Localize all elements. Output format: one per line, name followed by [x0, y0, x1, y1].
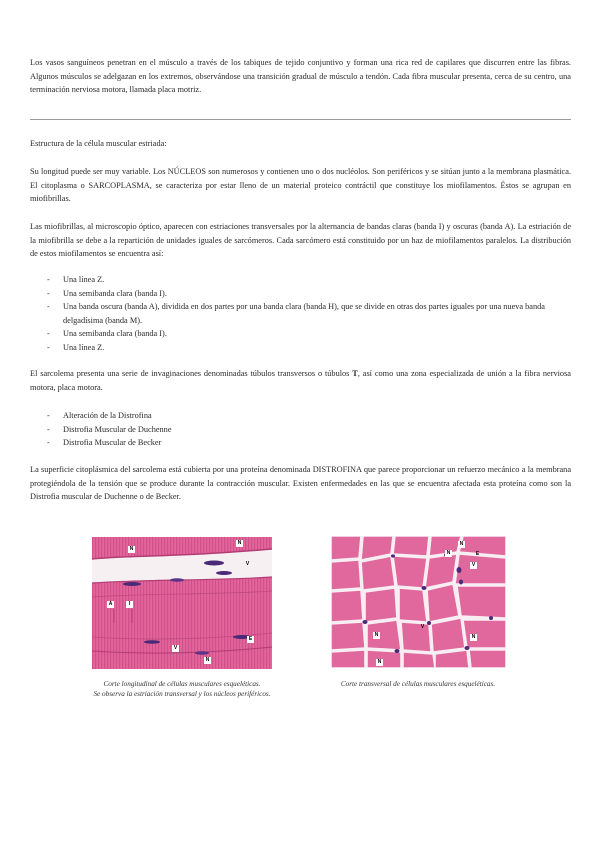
- figure-label: N: [129, 546, 134, 552]
- figure-label: E: [248, 636, 253, 642]
- list-item: - Una semibanda clara (banda I).: [47, 329, 167, 339]
- section-title: Estructura de la célula muscular estriada:: [30, 139, 167, 148]
- longitudinal-section-image: [92, 537, 272, 669]
- dystrophy-list: [30, 409, 571, 450]
- transversal-section-image: [331, 536, 506, 668]
- list-item: - Una línea Z.: [47, 342, 105, 352]
- figure-label: I: [126, 601, 133, 608]
- left-figure-caption: Corte longitudinal de células musculares esqueléticas. Se observa la estriación transversal y los núcleos periféricos.: [93, 680, 271, 698]
- list-item: - Una semibanda clara (banda I).: [47, 288, 167, 298]
- paragraph-sarcolema: El sarcolema presenta una serie de invaginaciones denominadas túbulos transversos o túbulos T, así como una zona especializada de unión a la fibra nerviosa motora, placa motora.: [30, 369, 571, 392]
- figure-label: V: [420, 624, 425, 630]
- figure-label: A: [108, 601, 113, 607]
- longitudinal-section-drawing: [92, 537, 272, 669]
- sarcomere-list: [30, 273, 571, 355]
- figure-label: V: [245, 561, 250, 567]
- section-divider: [30, 119, 571, 120]
- list-item: - Distrofia Muscular de Duchenne: [47, 424, 172, 434]
- list-item: - Una línea Z.: [47, 275, 105, 284]
- paragraph-distrofina: La superficie citoplásmica del sarcolema está cubierta por una proteína denominada DISTROFINA que parece proporcionar un refuerzo mecánico a la membrana protegiéndola de la tensión que se produce durante la contracción muscular. Existen enfermedades en las que se encuentra afectada esta proteína como son la Distrofia muscular de Duchenne o de Becker.: [30, 465, 571, 502]
- figure-label: V: [173, 645, 178, 651]
- figure-label: N: [377, 659, 382, 665]
- figure-label: V: [471, 562, 476, 568]
- figure-label: N: [237, 540, 242, 546]
- figure-label: N: [471, 634, 476, 640]
- paragraph-nucleos: Su longitud puede ser muy variable. Los NÚCLEOS son numerosos y contienen uno o dos nucléolos. Son periféricos y se sitúan junto a la membrana plasmática. El citoplasma o SARCOPLASMA, se caracteriza por estar lleno de un material proteico contráctil que constituye los miofilamentos. Éstos se agrupan en miofibrillas.: [30, 167, 571, 204]
- list-item: - Una banda oscura (banda A), dividida en dos partes por una banda clara (banda H), que se divide en otras dos partes iguales por una nueva banda delgadísima (banda M).: [47, 302, 545, 325]
- list-item: - Distrofia Muscular de Becker: [47, 438, 162, 448]
- list-item: - Alteración de la Distrofina: [47, 411, 152, 420]
- figure-label: E: [475, 551, 480, 557]
- figure-label: N: [459, 541, 464, 547]
- paragraph-miofibrillas: Las miofibrillas, al microscopio óptico, aparecen con estriaciones transversales por la alternancia de bandas claras (banda I) y oscuras (banda A). La estriación de la miofibrilla se debe a la repartición de unidades iguales de sarcómeros. Cada sarcómero está constituido por un haz de miofilamentos paralelos. La distribución de estos miofilamentos se encuentra así:: [30, 222, 571, 259]
- figure-label: N: [374, 632, 379, 638]
- figure-label: N: [205, 657, 210, 663]
- intro-paragraph: Los vasos sanguíneos penetran en el músculo a través de los tabiques de tejido conjuntivo y forman una rica red de capilares que discurren entre las fibras. Algunos músculos se adelgazan en los extremos, observándose una transición gradual de músculo a tendón. Cada fibra muscular presenta, cerca de su centro, una terminación nerviosa motora, llamada placa motriz.: [30, 58, 571, 95]
- right-figure-caption: Corte transversal de células musculares esqueléticas.: [340, 680, 496, 688]
- figure-label: N: [446, 550, 451, 556]
